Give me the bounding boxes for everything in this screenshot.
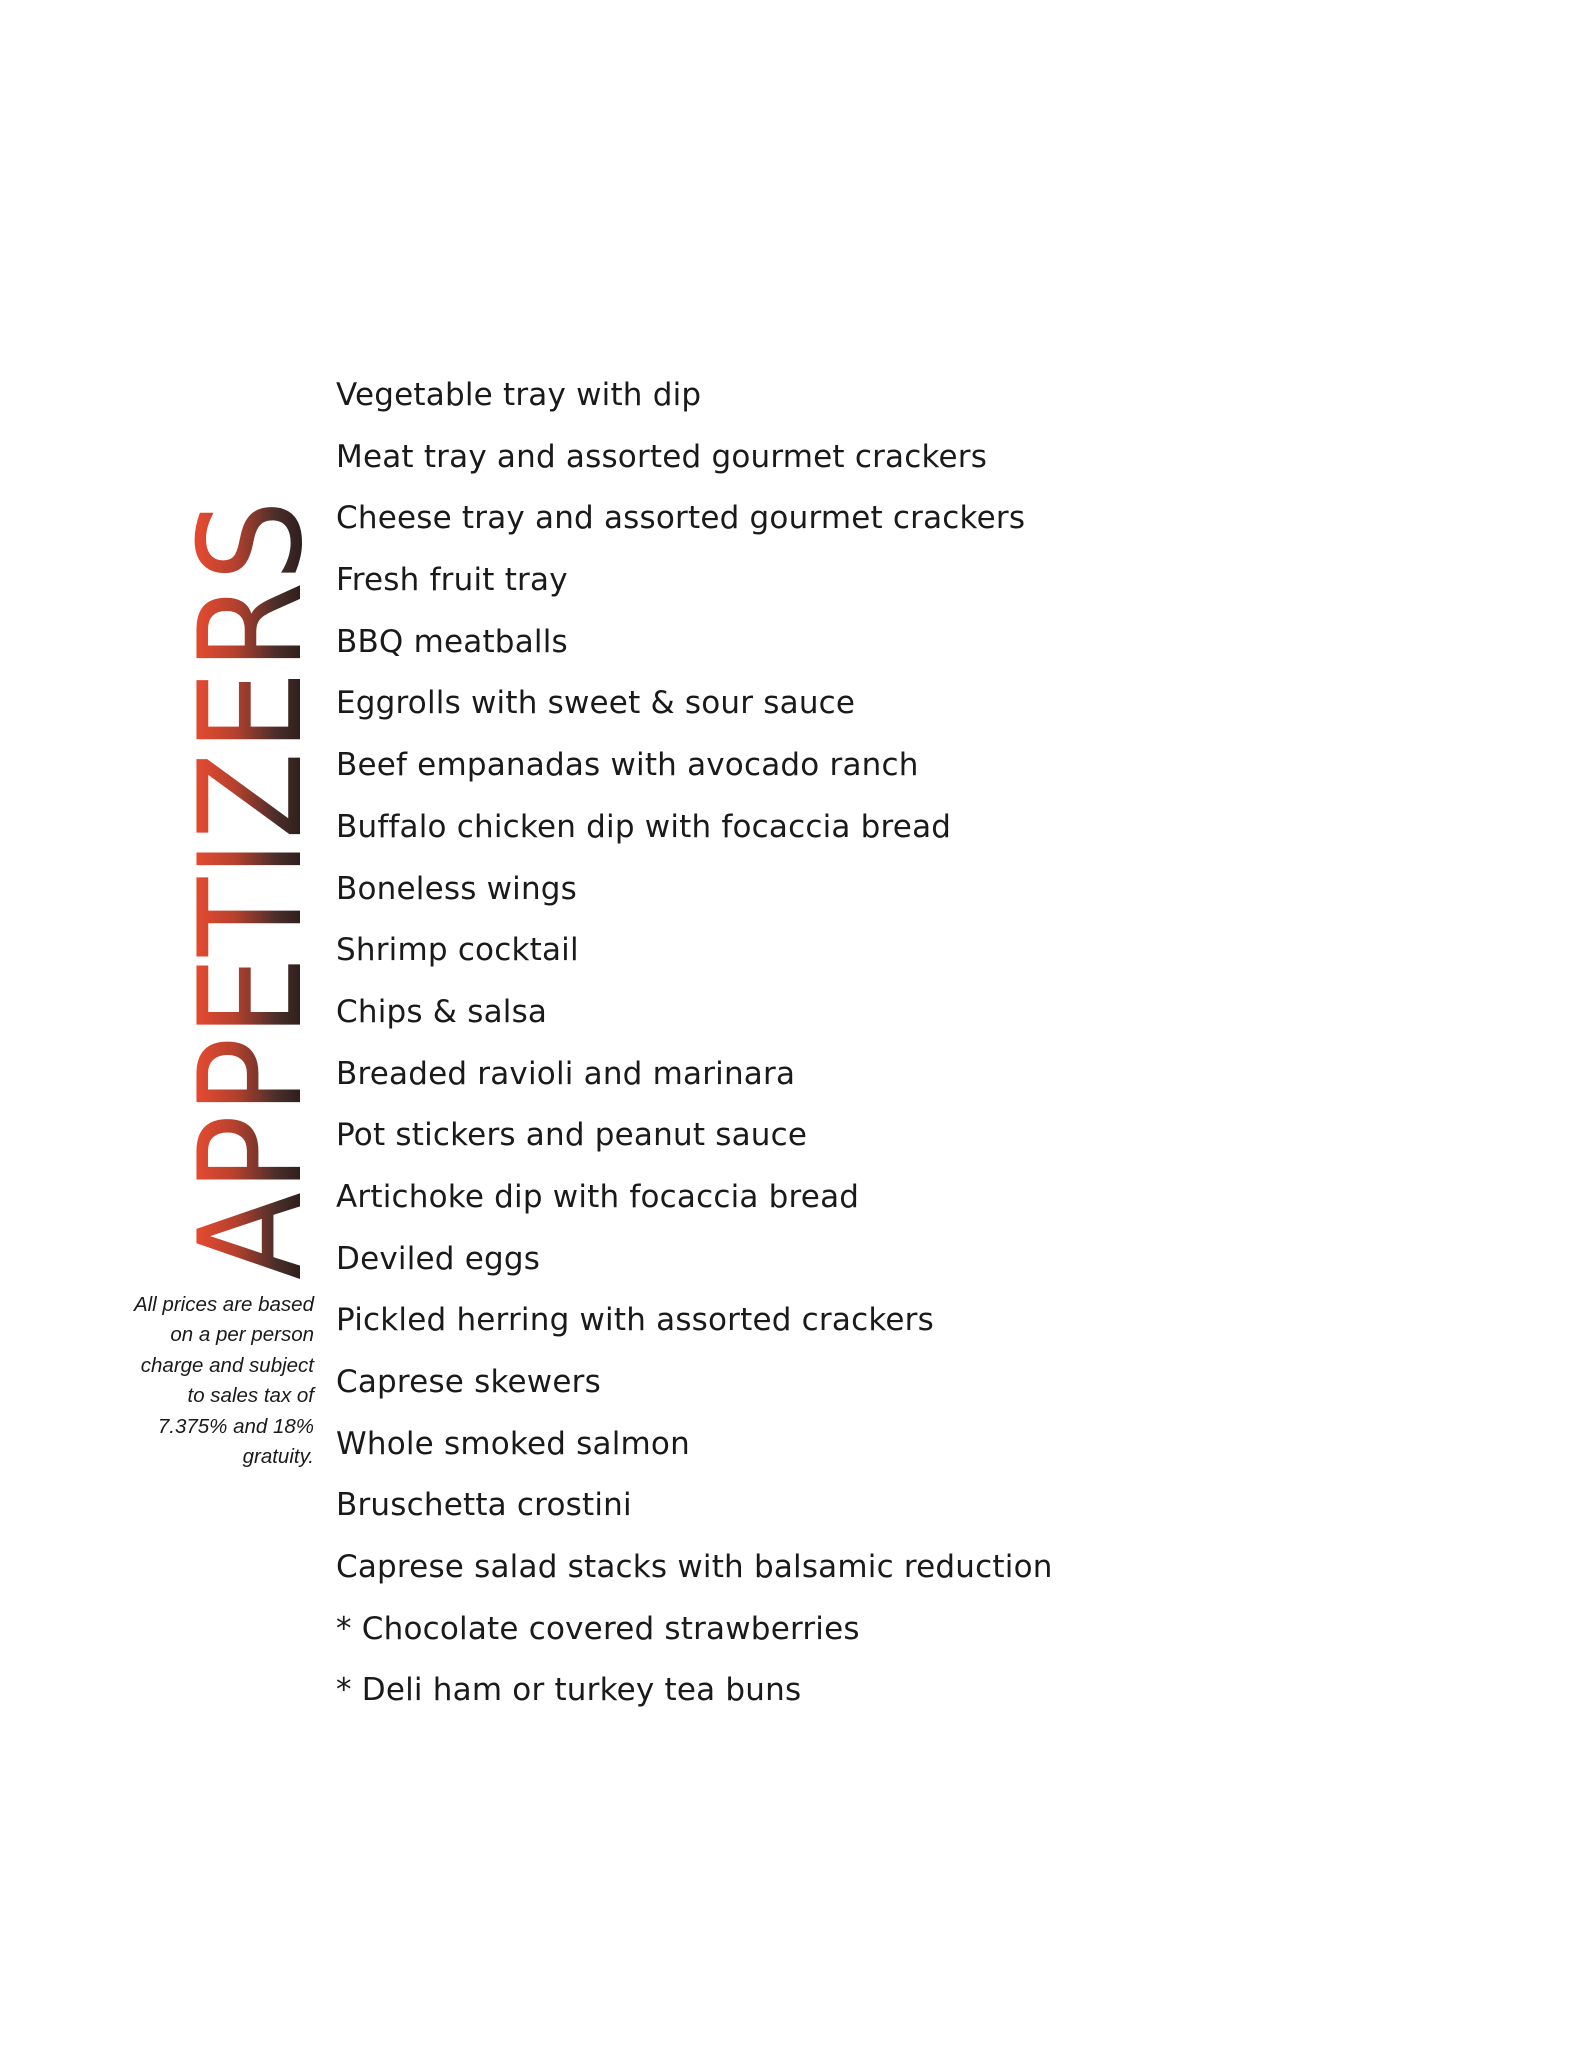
pricing-note: All prices are based on a per person charge and subject to sales tax of 7.375% and 18% gratuity. (133, 1293, 314, 1469)
section-heading (169, 417, 334, 1280)
menu-item: Whole smoked salmon (336, 1425, 690, 1462)
section-heading-graphic (169, 417, 334, 1280)
menu-item: Breaded ravioli and marinara (336, 1055, 796, 1092)
menu-item: Shrimp cocktail (336, 932, 579, 969)
menu-item: Eggrolls with sweet & sour sauce (336, 685, 856, 722)
menu-item: Cheese tray and assorted gourmet crackers (336, 500, 1026, 537)
menu-item: Beef empanadas with avocado ranch (336, 747, 919, 784)
menu-item: Deviled eggs (336, 1240, 541, 1277)
menu-item: Artichoke dip with focaccia bread (336, 1178, 860, 1215)
menu-item: Caprese salad stacks with balsamic reduction (336, 1549, 1053, 1586)
menu-item: Pickled herring with assorted crackers (336, 1302, 934, 1339)
menu-item: Caprese skewers (336, 1364, 601, 1400)
section-heading-title: APPETIZERS (169, 417, 334, 1280)
menu-item: Vegetable tray with dip (336, 377, 702, 413)
menu-item: Meat tray and assorted gourmet crackers (336, 438, 988, 475)
menu-item: Fresh fruit tray (336, 562, 568, 599)
menu-item: * Deli ham or turkey tea buns (336, 1672, 802, 1709)
menu-item: Chips & salsa (336, 993, 548, 1030)
menu-item: * Chocolate covered strawberries (336, 1610, 860, 1647)
menu-item: BBQ meatballs (336, 623, 568, 660)
appetizer-list (336, 370, 1053, 1727)
menu-item: Boneless wings (336, 870, 578, 907)
menu-item: Bruschetta crostini (336, 1487, 632, 1524)
menu-item: Buffalo chicken dip with focaccia bread (336, 808, 952, 845)
menu-item: Pot stickers and peanut sauce (336, 1117, 808, 1154)
